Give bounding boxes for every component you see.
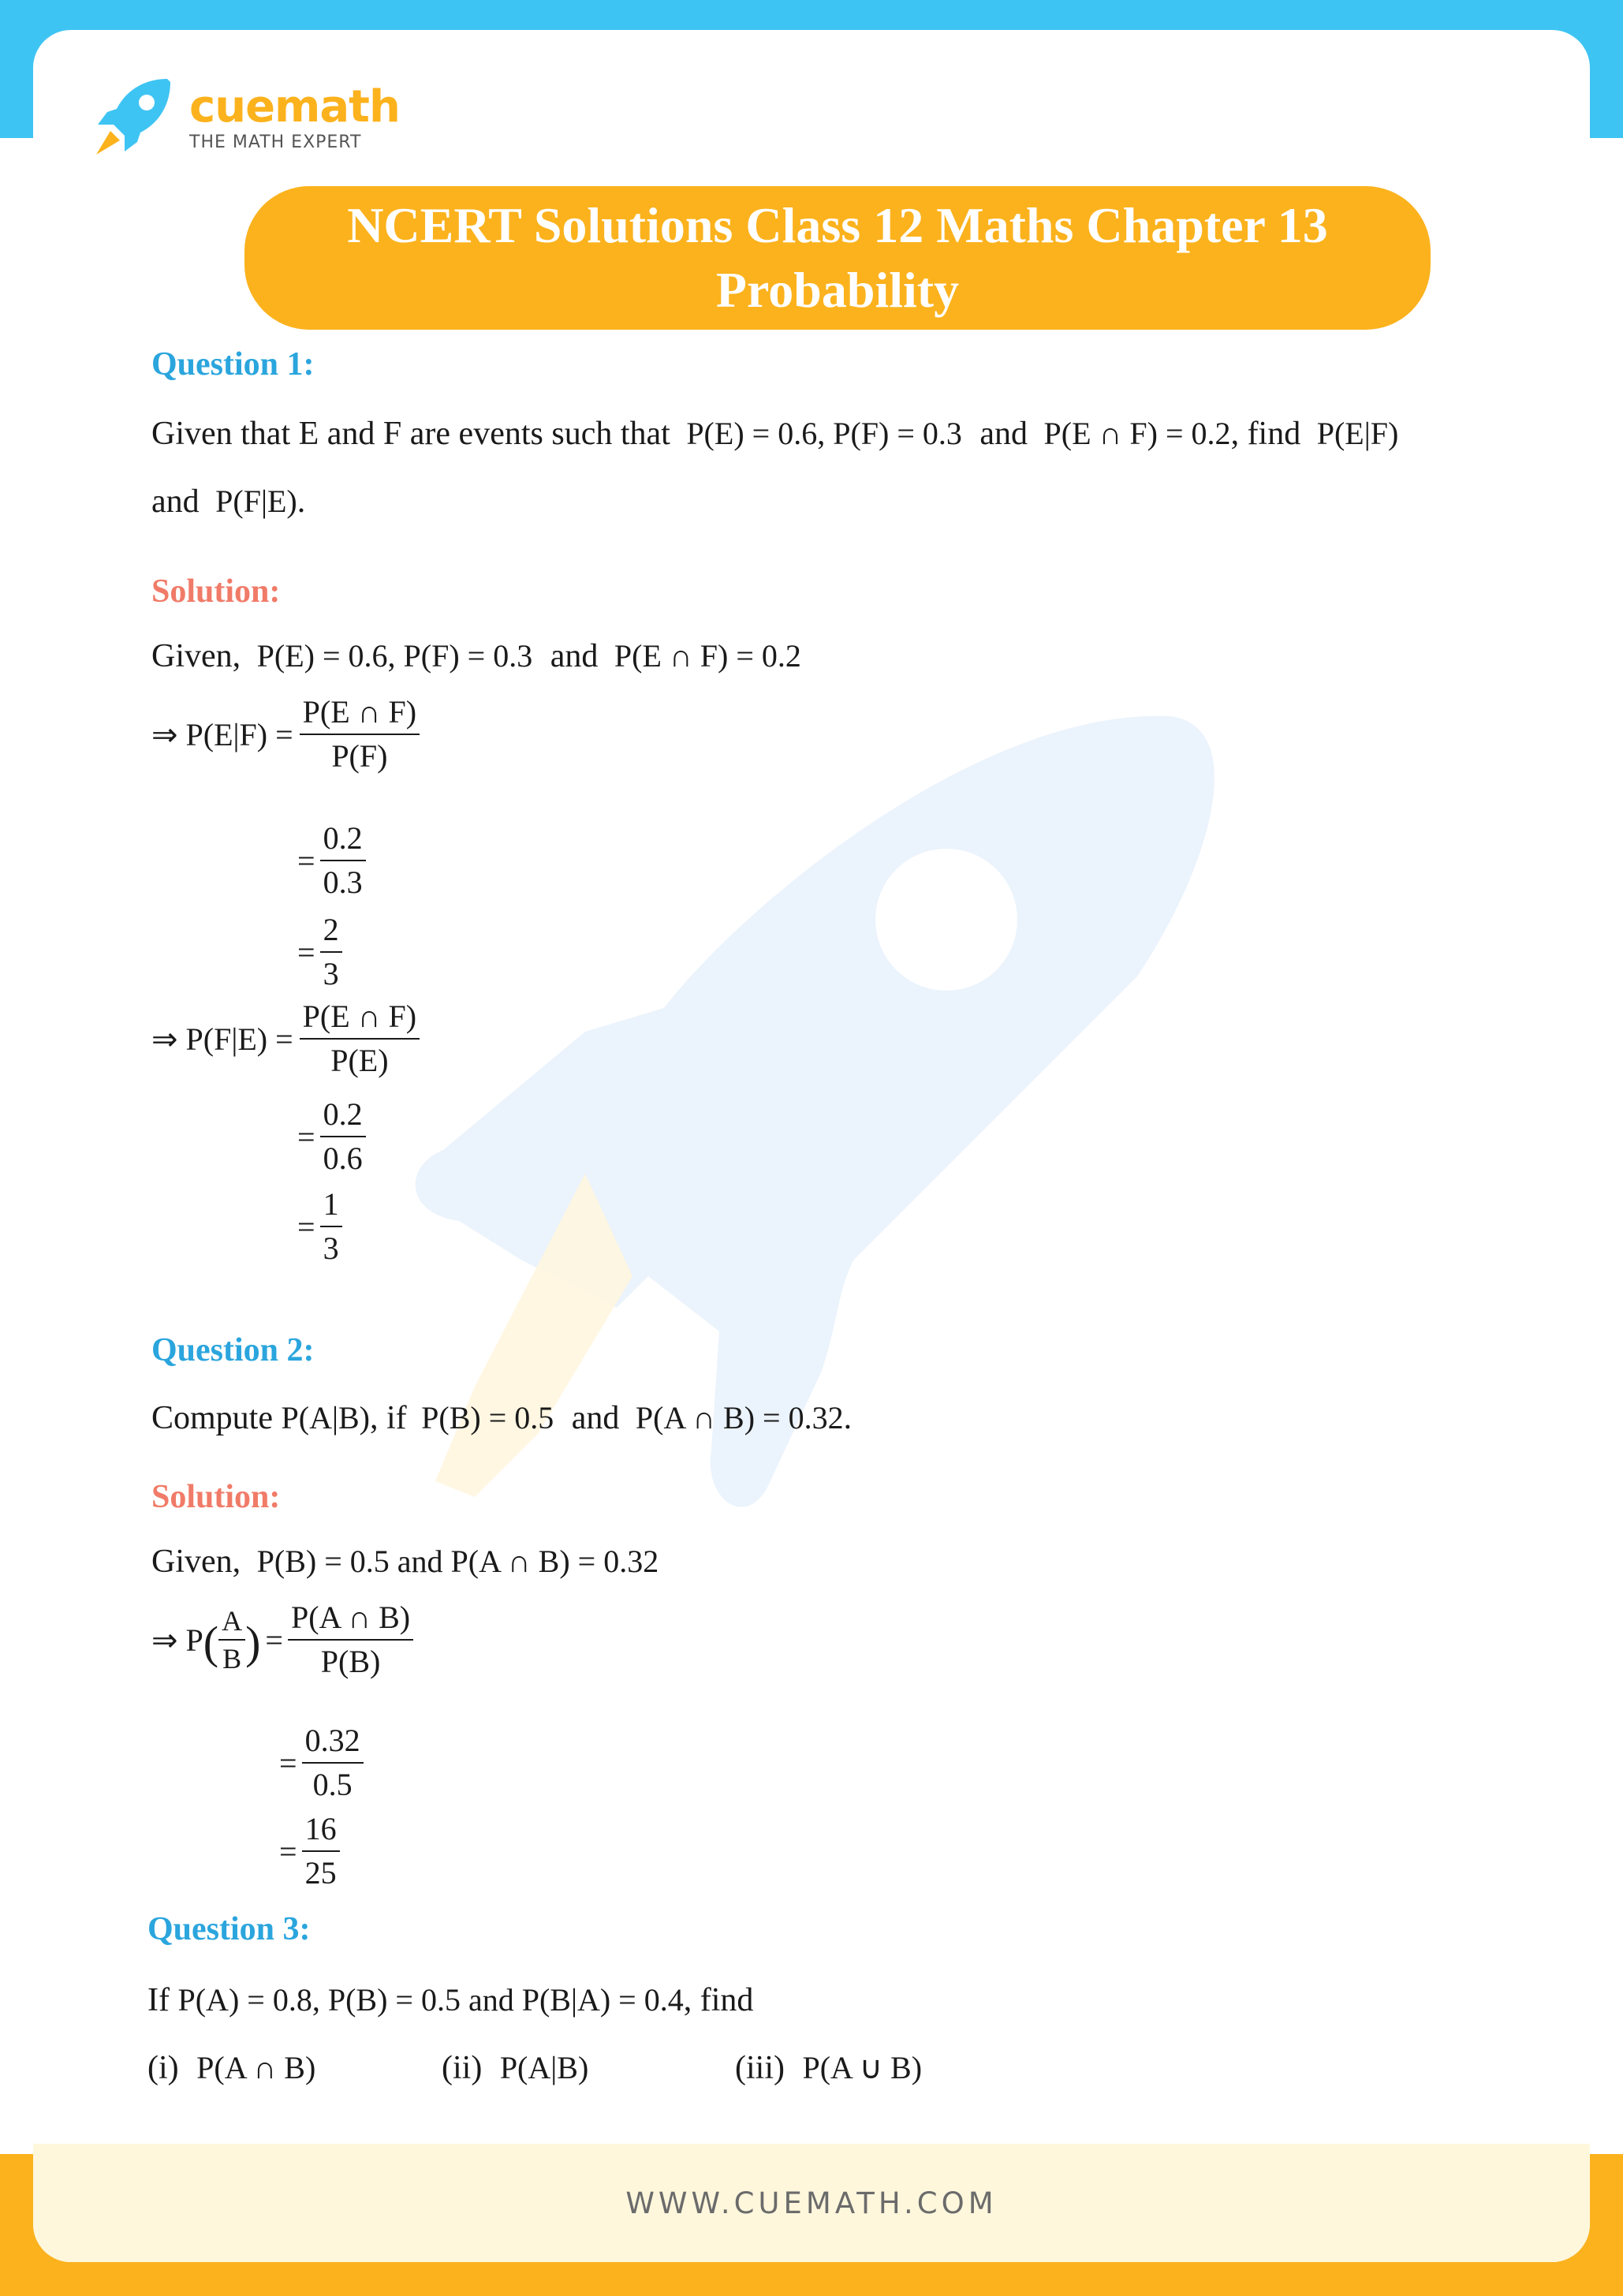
footer-url-link[interactable]: WWW.CUEMATH.COM	[625, 2186, 998, 2220]
solution-2-heading: Solution:	[151, 1479, 281, 1515]
s2-step-1: ⇒ P ( $\frac{A}{B}$ ) = $\frac{P(A \cap B)}{P(B)}$	[151, 1596, 413, 1683]
s2-step2-eq: =	[279, 1745, 297, 1781]
s1-step2-fraction	[320, 817, 366, 904]
s1-step5-denominator: 0.6	[323, 1141, 363, 1176]
s2-inner-denominator: B	[222, 1643, 242, 1674]
q2-and-text: and	[571, 1400, 620, 1436]
s1-step6-numerator: 1	[320, 1183, 342, 1227]
s1-step-1	[151, 691, 420, 778]
q2-compute-text: Compute	[151, 1400, 273, 1436]
s1-step6-fraction	[320, 1183, 342, 1270]
q2-intersection-expr: P(A ∩ B) = 0.32	[635, 1400, 844, 1435]
s1-step4-fraction	[300, 995, 420, 1082]
s1-step1-fraction	[300, 691, 420, 778]
s2-step-3	[279, 1808, 340, 1895]
s1-step2-eq: =	[297, 842, 315, 879]
q3-if-text: If	[147, 1982, 170, 2018]
s2-step2-fraction	[302, 1719, 364, 1806]
question-3-heading: Question 3:	[147, 1911, 311, 1947]
s1-step2-numerator: 0.2	[320, 817, 366, 861]
s1-step5-fraction	[320, 1093, 366, 1180]
s1-step-6	[297, 1183, 342, 1270]
s2-given-label: Given,	[151, 1544, 241, 1580]
s1-step5-numerator: 0.2	[320, 1093, 366, 1137]
s1-step6-eq: =	[297, 1208, 315, 1245]
footer	[33, 2144, 1590, 2262]
s1-step5-eq: =	[297, 1118, 315, 1155]
q1-find-expr-2: P(F|E)	[215, 483, 297, 519]
q1-intersection-expr: P(E ∩ F) = 0.2	[1043, 416, 1231, 451]
q1-and-text: and	[979, 416, 1028, 452]
q2-find-expr: P(A|B)	[281, 1400, 370, 1435]
s2-step1-fraction	[288, 1596, 413, 1683]
s2-step1-eq: =	[265, 1622, 283, 1658]
q1-find-expr-1: P(E|F)	[1316, 416, 1399, 451]
s1-step-5	[297, 1093, 366, 1180]
title-line-2: Probability	[715, 262, 960, 318]
q1-given-expr: P(E) = 0.6, P(F) = 0.3	[686, 416, 962, 451]
solution-1-heading: Solution:	[151, 573, 281, 610]
s1-and-text: and	[550, 638, 599, 674]
s1-step1-numerator: P(E ∩ F)	[300, 691, 420, 735]
s1-step3-eq: =	[297, 934, 315, 970]
page-card	[33, 30, 1590, 2262]
q1-period: .	[297, 483, 306, 520]
question-3-line-1	[147, 1981, 753, 2019]
q1-intro-text: Given that E and F are events such that	[151, 416, 670, 452]
question-1-line-2	[151, 483, 305, 521]
s1-intersection-expr: P(E ∩ F) = 0.2	[614, 638, 801, 674]
s1-step-3	[297, 909, 342, 995]
s2-step1-numerator: P(A ∩ B)	[288, 1596, 413, 1641]
s2-step-2	[279, 1719, 364, 1806]
s1-step3-numerator: 2	[320, 909, 342, 953]
question-2-heading: Question 2:	[151, 1332, 315, 1368]
s1-step3-fraction	[320, 909, 342, 995]
q3-part3-expr: P(A ∪ B)	[802, 2050, 923, 2085]
q1-find-text: , find	[1230, 416, 1301, 452]
q3-part-2	[442, 2049, 588, 2087]
s1-step4-numerator: P(E ∩ F)	[300, 995, 420, 1040]
q3-part1-expr: P(A ∩ B)	[196, 2050, 316, 2085]
s2-inner-fraction	[218, 1603, 245, 1677]
s1-step4-lhs: ⇒ P(F|E) =	[151, 1021, 293, 1057]
q3-part-3	[735, 2049, 922, 2087]
q3-part2-label: (ii)	[442, 2050, 483, 2086]
document-body	[33, 30, 1590, 2160]
q3-part2-expr: P(A|B)	[499, 2050, 589, 2085]
brand-name: cuemath	[189, 80, 400, 133]
s2-given-expr: P(B) = 0.5 and P(A ∩ B) = 0.32	[256, 1544, 659, 1579]
q2-period: .	[843, 1400, 853, 1436]
question-1-heading: Question 1:	[151, 346, 315, 383]
s2-step3-eq: =	[279, 1833, 297, 1869]
title-line-1: NCERT Solutions Class 12 Maths Chapter 13	[347, 197, 1328, 253]
solution-1-given	[151, 637, 801, 675]
s2-step3-fraction	[302, 1808, 340, 1895]
s2-step1-denominator: P(B)	[320, 1644, 381, 1679]
q3-given-expr: P(A) = 0.8, P(B) = 0.5 and P(B|A) = 0.4	[177, 1982, 684, 2018]
solution-2-given	[151, 1543, 659, 1581]
question-1-line-1	[151, 415, 1398, 453]
q2-if-text: , if	[369, 1400, 407, 1436]
s1-step-4	[151, 995, 420, 1082]
q3-part-1	[147, 2049, 315, 2087]
question-2-line	[151, 1399, 852, 1437]
s1-step-2	[297, 817, 366, 904]
s1-step4-denominator: P(E)	[330, 1043, 389, 1078]
q3-find-text: , find	[683, 1982, 754, 2018]
s1-step3-denominator: 3	[323, 956, 339, 991]
s1-given-expr: P(E) = 0.6, P(F) = 0.3	[256, 638, 533, 674]
q1-and-text-2: and	[151, 483, 200, 520]
s2-step1-pre: ⇒ P	[151, 1622, 203, 1658]
s2-step3-numerator: 16	[302, 1808, 340, 1852]
s1-step1-denominator: P(F)	[331, 738, 388, 774]
s1-step2-denominator: 0.3	[323, 864, 363, 900]
s2-step2-denominator: 0.5	[312, 1767, 353, 1802]
q3-part1-label: (i)	[147, 2050, 179, 2086]
q2-given-expr: P(B) = 0.5	[421, 1400, 554, 1435]
brand-tagline: THE MATH EXPERT	[189, 132, 362, 152]
s2-step3-denominator: 25	[304, 1855, 337, 1891]
s2-inner-numerator: A	[218, 1603, 245, 1641]
s2-step2-numerator: 0.32	[302, 1719, 364, 1764]
s1-step6-denominator: 3	[323, 1230, 339, 1266]
s1-step1-lhs: ⇒ P(E|F) =	[151, 716, 293, 752]
s1-given-label: Given,	[151, 638, 241, 674]
q3-part3-label: (iii)	[735, 2050, 785, 2086]
